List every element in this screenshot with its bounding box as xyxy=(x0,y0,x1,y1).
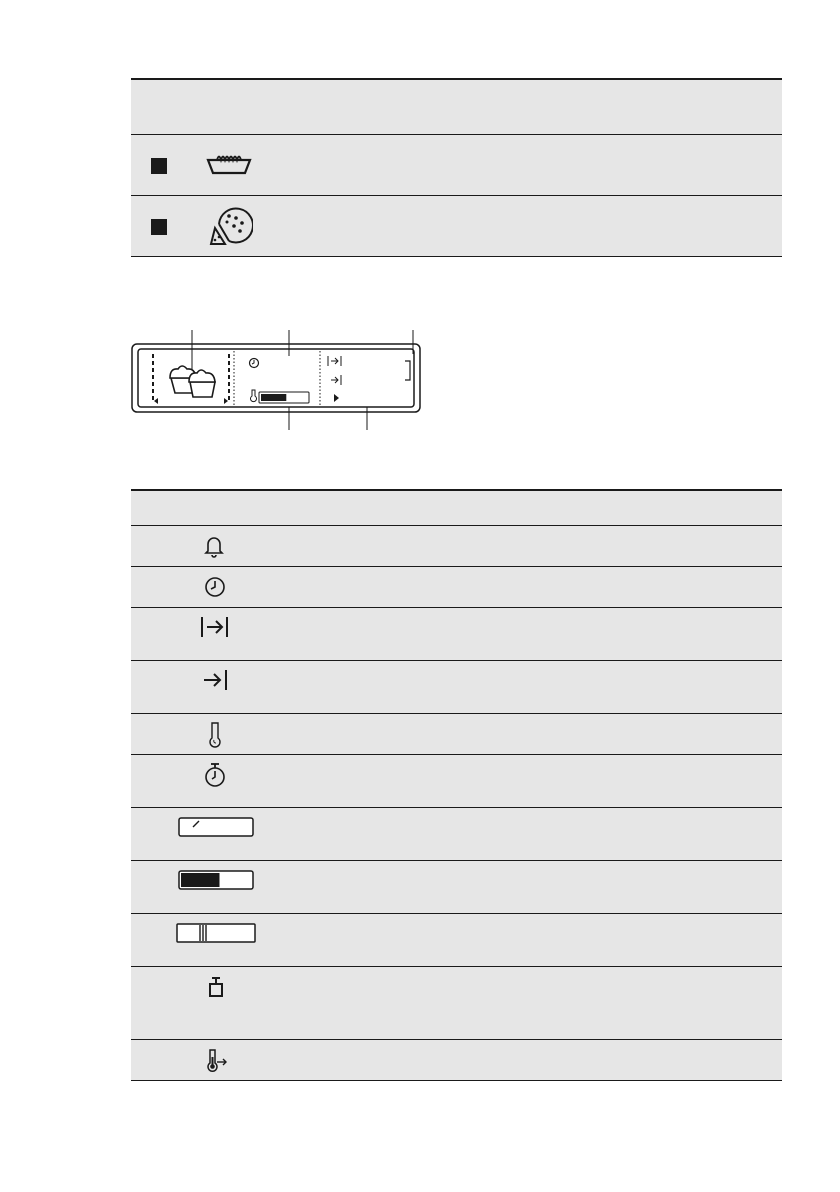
table-row xyxy=(131,1040,782,1081)
table-header xyxy=(131,78,782,135)
table-row xyxy=(131,661,782,714)
functions-table xyxy=(131,78,782,257)
heat-up-bar-icon xyxy=(177,869,255,891)
heat-indicator-fill xyxy=(261,394,286,401)
thermometer-icon xyxy=(251,390,257,402)
square-bullet xyxy=(151,219,167,235)
table-row xyxy=(131,967,782,1040)
table-row xyxy=(131,135,782,196)
end-time-icon xyxy=(331,375,341,385)
table-row xyxy=(131,608,782,661)
indicators-table xyxy=(131,489,782,1081)
table-row xyxy=(131,526,782,567)
thermometer-icon xyxy=(207,720,223,748)
table-row xyxy=(131,714,782,755)
table-row xyxy=(131,755,782,808)
play-icon xyxy=(334,394,339,402)
baking-tray-icon xyxy=(205,149,253,177)
table-row xyxy=(131,861,782,914)
table-row xyxy=(131,914,782,967)
table-row xyxy=(131,567,782,608)
duration-icon xyxy=(199,614,231,640)
pizza-icon xyxy=(205,204,253,248)
empty-bar-icon xyxy=(177,816,255,838)
bell-icon xyxy=(203,534,225,558)
table-row xyxy=(131,196,782,257)
square-bullet xyxy=(151,158,167,174)
duration-icon xyxy=(328,356,341,366)
table-header xyxy=(131,489,782,526)
muffin-icon xyxy=(170,366,215,397)
residual-heat-bar-icon xyxy=(175,922,257,944)
end-time-icon xyxy=(201,667,231,693)
table-row xyxy=(131,808,782,861)
clock-icon xyxy=(204,575,226,599)
stopwatch-icon xyxy=(204,761,226,789)
core-temperature-sensor-icon xyxy=(205,1047,231,1073)
weight-icon xyxy=(207,975,225,999)
oven-display-diagram xyxy=(124,326,424,430)
